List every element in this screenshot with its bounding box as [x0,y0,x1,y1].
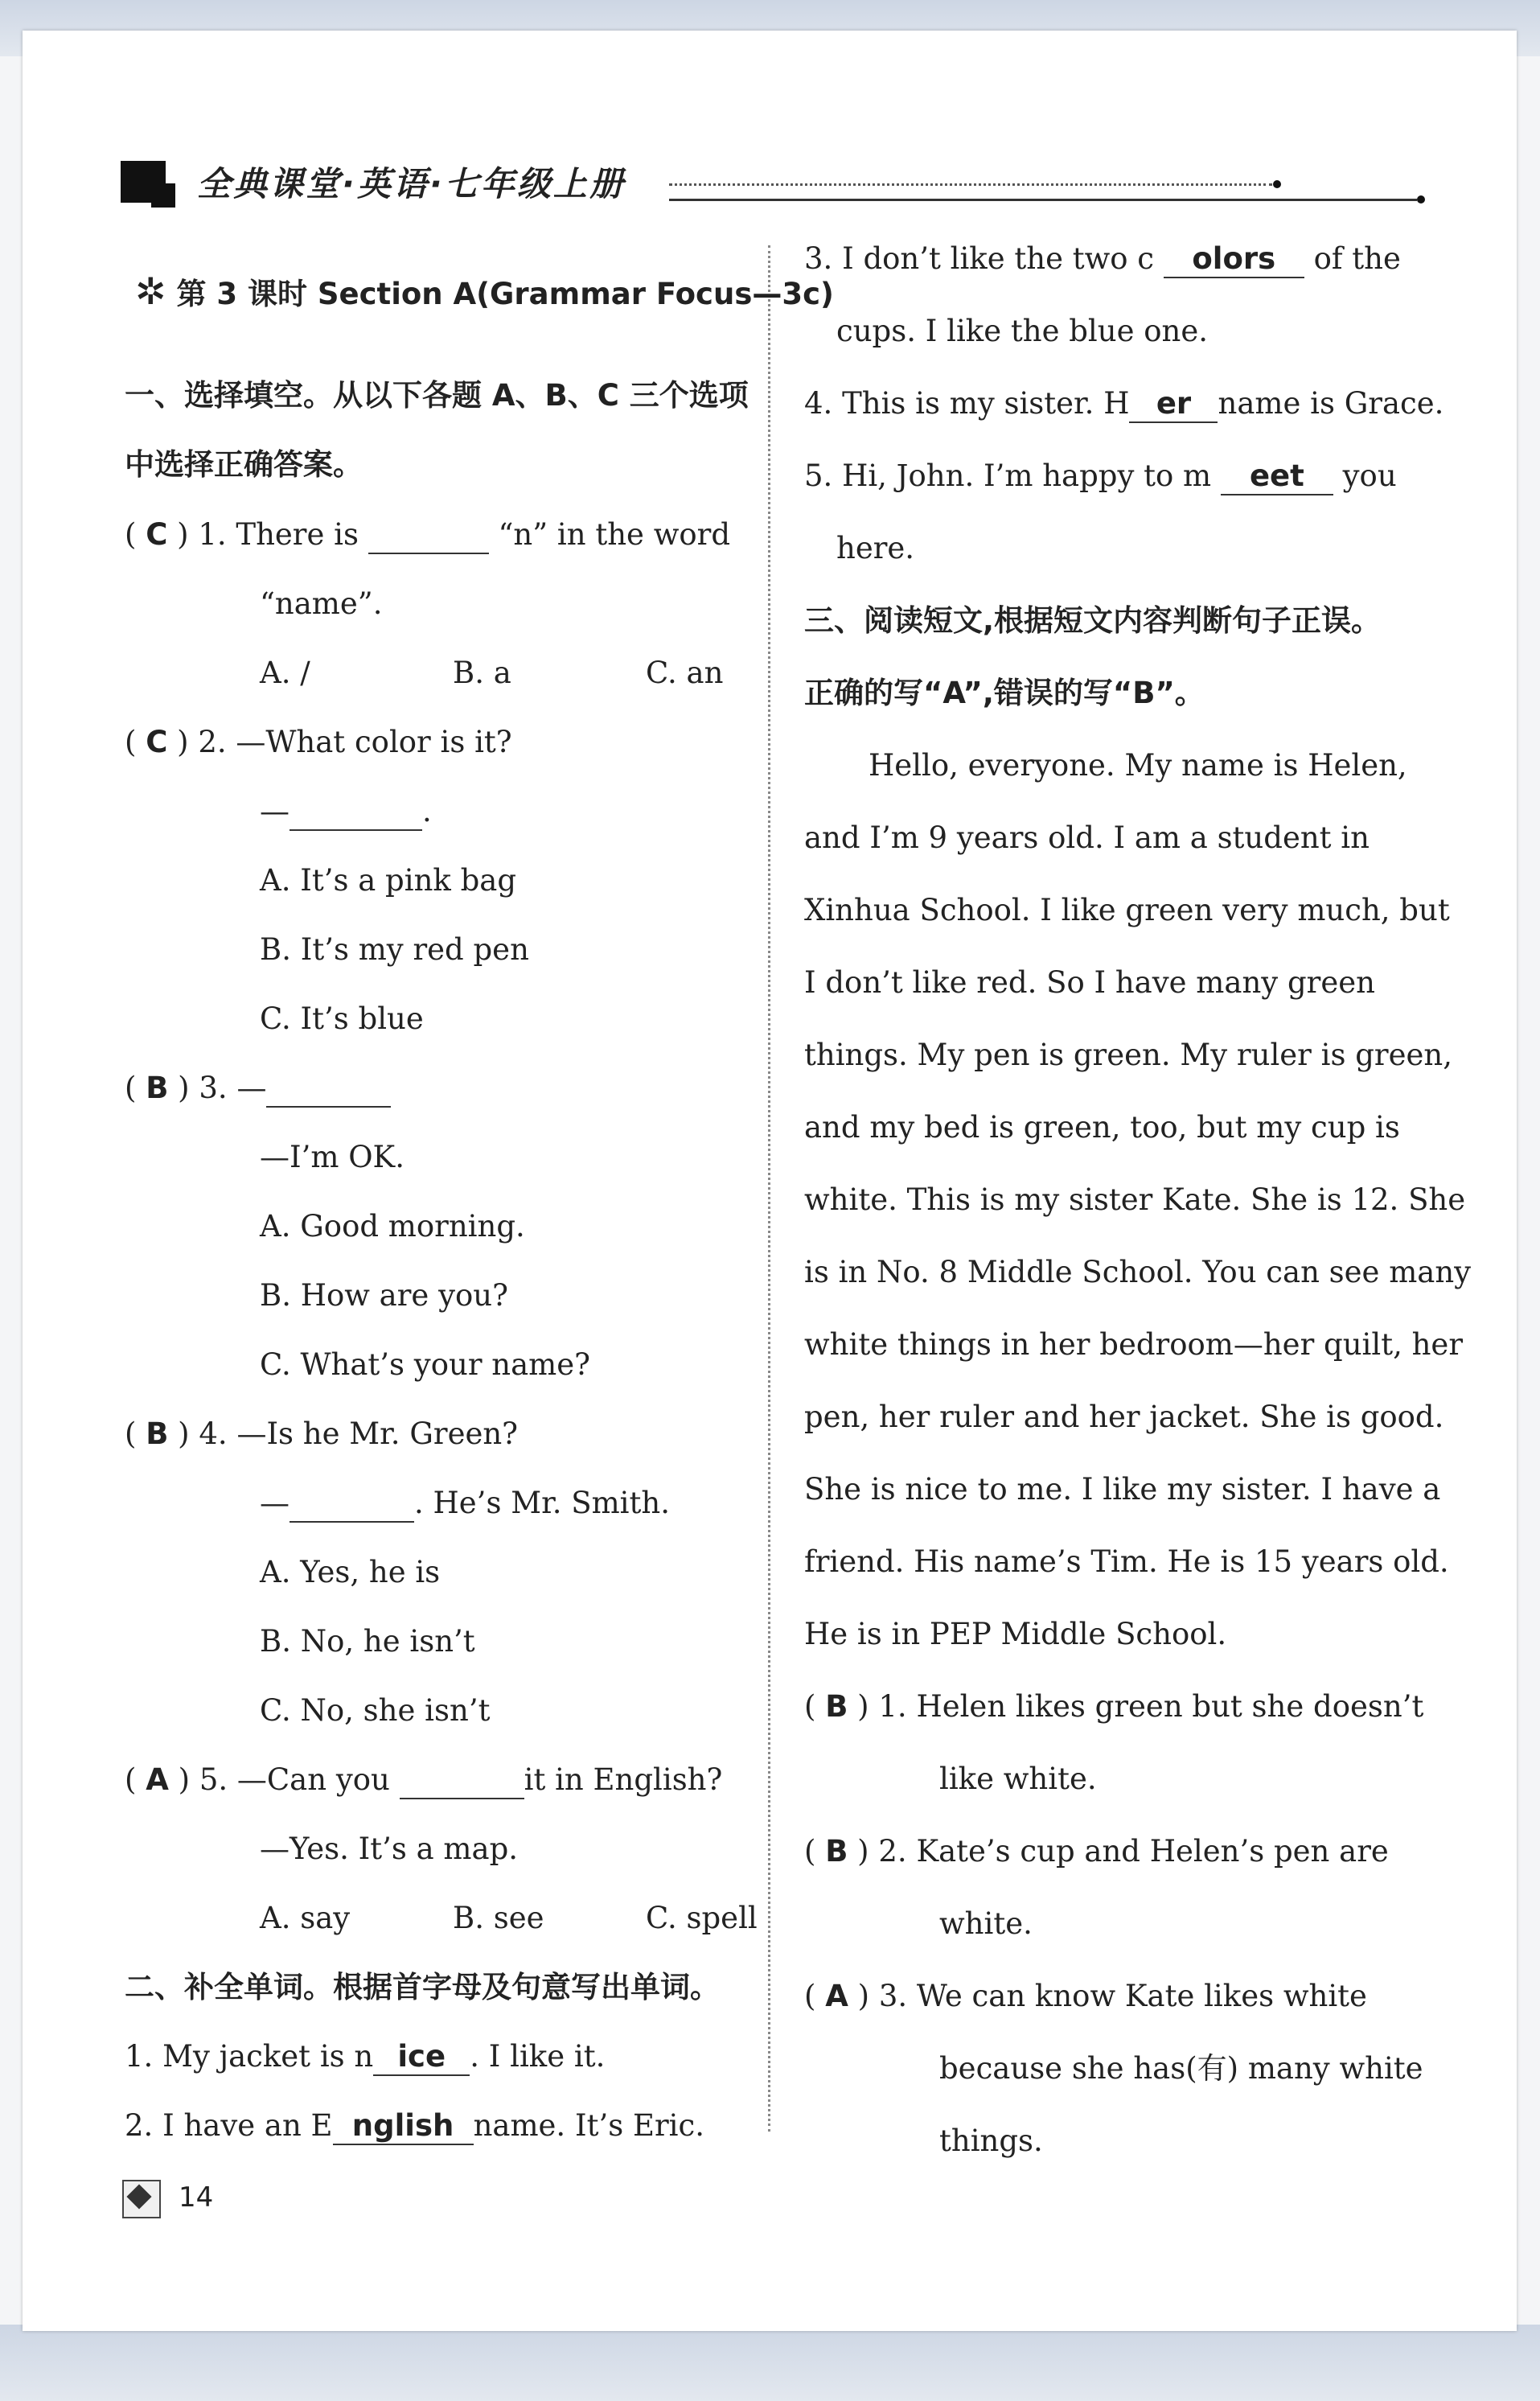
option: B. a [453,656,511,690]
fill-answer[interactable]: olors [1164,241,1304,278]
header-dot-icon [1417,195,1425,204]
option: A. It’s a pink bag [260,863,517,898]
passage-line: pen, her ruler and her jacket. She is good. [804,1400,1444,1434]
option: B. see [453,1901,544,1935]
option: C. spell [646,1901,758,1935]
option: B. How are you? [260,1278,508,1313]
section3-heading-line2: 正确的写“A”,错误的写“B”。 [804,676,1205,710]
fill-item-4: 4. This is my sister. H er name is Grace. [804,386,1443,423]
passage-line: She is nice to me. I like my sister. I have a [804,1472,1441,1507]
answer-blank[interactable] [266,1071,391,1108]
judge-question-1-line2: like white. [939,1762,1097,1796]
fill-item-1: 1. My jacket is n ice . I like it. [125,2039,605,2076]
answer-blank[interactable] [400,1762,524,1799]
header-dot-icon [1273,180,1281,188]
section1-heading-line2: 中选择正确答案。 [125,447,363,482]
fill-answer[interactable]: eet [1221,458,1333,495]
option: C. No, she isn’t [260,1693,491,1728]
question-2: ( C ) 2. —What color is it? [125,725,512,759]
question-5-line2: —Yes. It’s a map. [260,1832,519,1866]
option: A. Yes, he is [260,1555,441,1589]
passage-line: friend. His name’s Tim. He is 15 years old. [804,1544,1449,1579]
passage-line: white. This is my sister Kate. She is 12. She [804,1182,1466,1217]
option: B. No, he isn’t [260,1624,475,1659]
scan-edge-bottom [0,2325,1540,2401]
fill-item-5: 5. Hi, John. I’m happy to m eet you [804,458,1397,495]
answer-blank[interactable] [290,1486,414,1523]
option: B. It’s my red pen [260,932,529,967]
lesson-title [135,269,834,313]
fill-answer[interactable]: er [1129,386,1218,423]
column-divider [768,245,770,2132]
passage-line: is in No. 8 Middle School. You can see many [804,1255,1472,1289]
passage-line: Hello, everyone. My name is Helen, [869,748,1407,783]
fill-item-2: 2. I have an E nglish name. It’s Eric. [125,2108,704,2145]
option: C. an [646,656,724,690]
fill-answer[interactable]: ice [373,2039,470,2076]
passage-line: He is in PEP Middle School. [804,1617,1227,1651]
passage-line: white things in her bedroom—her quilt, her [804,1327,1464,1362]
judge-question-1: ( B ) 1. Helen likes green but she doesn’t [804,1689,1424,1724]
header-solid-rule [669,199,1417,201]
answer: C [146,517,168,552]
passage-line: and I’m 9 years old. I am a student in [804,820,1370,855]
judge-question-3: ( A ) 3. We can know Kate likes white [804,1979,1367,2013]
page-number: 14 [179,2181,214,2214]
question-5: ( A ) 5. —Can you it in English? [125,1762,722,1799]
option: A. say [260,1901,351,1935]
passage-line: I don’t like red. So I have many green [804,965,1375,1000]
question-3: ( B ) 3. — [125,1071,391,1108]
fill-item-5-line2: here. [836,531,915,565]
option: C. It’s blue [260,1001,424,1036]
option: A. Good morning. [260,1209,525,1244]
passage-line: things. My pen is green. My ruler is green, [804,1038,1452,1072]
judge-question-2-line2: white. [939,1906,1033,1941]
question-4-line2: — . He’s Mr. Smith. [260,1486,670,1523]
option: A. / [260,656,310,690]
question-1: ( C ) 1. There is “n” in the word [125,517,730,554]
header-block-small-icon [151,183,175,208]
header-title: 全典课堂·英语·七年级上册 [197,164,626,204]
answer-blank[interactable] [290,794,422,831]
passage-line: and my bed is green, too, but my cup is [804,1110,1400,1145]
sparkle-icon: ✲ [135,269,166,313]
header-dotted-rule [669,183,1272,186]
section3-heading-line1: 三、阅读短文,根据短文内容判断句子正误。 [804,603,1382,638]
judge-question-3-line2: because she has(有) many white [939,2051,1423,2086]
question-3-line2: —I’m OK. [260,1140,405,1174]
fill-item-3-line2: cups. I like the blue one. [836,314,1208,348]
question-2-line2: — . [260,794,432,831]
judge-question-2: ( B ) 2. Kate’s cup and Helen’s pen are [804,1834,1389,1869]
option: C. What’s your name? [260,1347,590,1382]
passage-line: Xinhua School. I like green very much, but [804,893,1450,927]
question-1-line2: “name”. [260,586,383,621]
fill-item-3: 3. I don’t like the two c olors of the [804,241,1401,278]
fill-answer[interactable]: nglish [333,2108,474,2145]
question-4: ( B ) 4. —Is he Mr. Green? [125,1416,519,1451]
lesson-title-text: 第 3 课时 Section A(Grammar Focus—3c) [176,277,834,311]
answer-blank[interactable] [368,517,489,554]
section2-heading: 二、补全单词。根据首字母及句意写出单词。 [125,1970,720,2004]
judge-question-3-line3: things. [939,2123,1043,2158]
section1-heading-line1: 一、选择填空。从以下各题 A、B、C 三个选项 [125,378,749,413]
